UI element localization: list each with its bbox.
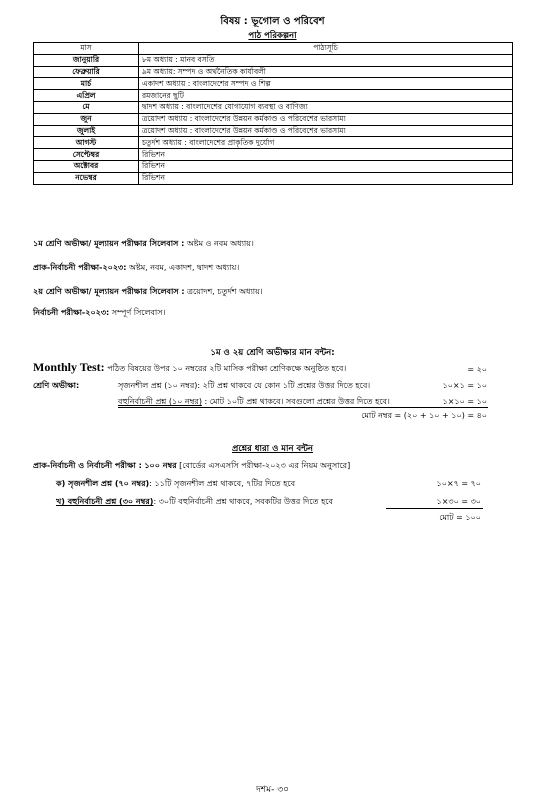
syllabus-line xyxy=(33,286,263,299)
table-header-row xyxy=(34,43,513,55)
total-marks: মোট নম্বর = (২০ + ১০ + ১০) = ৪০ xyxy=(361,411,487,420)
class-test-line xyxy=(33,380,79,393)
class-test-label: শ্রেণি অভীক্ষা: xyxy=(33,381,80,390)
syllabus-label: ২য় শ্রেণি অভীক্ষা/ মূল্যায়ন পরীক্ষার সিলেবাস : xyxy=(33,287,185,296)
column-header-month: মাস xyxy=(34,43,139,55)
grand-total: মোট = ১০০ xyxy=(439,513,481,522)
syllabus-line xyxy=(33,307,165,320)
content-cell: রিভিশন xyxy=(139,160,513,172)
table-row xyxy=(34,160,513,172)
content-cell: ত্রয়োদশ অধ্যায় : বাংলাদেশের উন্নয়ন কর্মকাণ্ড ও পরিবেশের ভারসাম্য xyxy=(139,113,513,125)
content-cell: রমজানের ছুটি xyxy=(139,90,513,102)
exam-line xyxy=(33,460,350,473)
table-row xyxy=(34,78,513,90)
table-row xyxy=(34,54,513,66)
content-cell: রিভিশন xyxy=(139,172,513,184)
month-cell: মার্চ xyxy=(34,78,139,90)
column-header-syllabus: পাঠ্যসূচি xyxy=(139,43,513,55)
mcq-30-text: : ৩০টি বহুনির্বাচনী প্রশ্ন থাকবে, সবকটির উত্তর দিতে হবে xyxy=(153,497,333,506)
divider-line xyxy=(118,407,488,408)
syllabus-text: সম্পূর্ণ সিলেবাস। xyxy=(109,308,166,317)
creative-question-text: ২টি প্রশ্ন থাকবে যে কোন ১টি প্রশ্নের উত্তর দিতে হবে। xyxy=(200,381,371,390)
content-cell: একাদশ অধ্যায় : বাংলাদেশের সম্পদ ও শিল্প xyxy=(139,78,513,90)
creative-70-text: : ১১টি সৃজনশীল প্রশ্ন থাকবে, ৭টির দিতে হবে xyxy=(149,479,296,488)
table-row xyxy=(34,101,513,113)
content-cell: ত্রয়োদশ অধ্যায় : বাংলাদেশের উন্নয়ন কর্মকাণ্ড ও পরিবেশের ভারসাম্য xyxy=(139,125,513,137)
month-cell: অক্টোবর xyxy=(34,160,139,172)
plan-subtitle: পাঠ পরিকল্পনা xyxy=(248,31,297,41)
mcq-text: : মোট ১০টি প্রশ্ন থাকবে। সবগুলো প্রশ্নের উত্তর দিতে হবে। xyxy=(201,397,390,406)
month-cell: জুলাই xyxy=(34,125,139,137)
syllabus-text: ত্রয়োদশ, চতুর্দশ অধ্যায়। xyxy=(184,287,263,296)
syllabus-label: নির্বাচনী পরীক্ষা-২০২৩: xyxy=(33,308,110,317)
creative-question-value: ১০×১ = ১০ xyxy=(442,381,487,390)
page-footer: দশম- ৩০ xyxy=(256,785,289,795)
subject-title: বিষয় : ভূগোল ও পরিবেশ xyxy=(220,16,325,27)
monthly-test-label: Monthly Test: xyxy=(33,360,105,374)
creative-70-line xyxy=(56,478,295,491)
table-row xyxy=(34,113,513,125)
table-row xyxy=(34,149,513,161)
month-cell: সেপ্টেম্বর xyxy=(34,149,139,161)
exam-label: প্রাক-নির্বাচনী ও নির্বাচনী পরীক্ষা : xyxy=(33,461,142,470)
month-cell: এপ্রিল xyxy=(34,90,139,102)
table-row xyxy=(34,66,513,78)
syllabus-line xyxy=(33,262,239,275)
content-cell: রিভিশন xyxy=(139,149,513,161)
mcq-value: ১×১০ = ১০ xyxy=(442,397,487,406)
month-cell: আগস্ট xyxy=(34,137,139,149)
mcq-30-line xyxy=(56,496,333,509)
syllabus-label: প্রাক-নির্বাচনী পরীক্ষা-২০২৩: xyxy=(33,263,127,272)
class-test-marks-heading: ১ম ও ২য় শ্রেণি অভীক্ষার মান বন্টন: xyxy=(210,348,335,358)
syllabus-text: অষ্টম, নবম, একাদশ, দ্বাদশ অধ্যায়। xyxy=(126,263,240,272)
monthly-test-text: পঠিত বিষয়ের উপর ১০ নম্বরের ২টি মাসিক পরীক্ষা শ্রেণিকক্ষে অনুষ্ঠিত হবে। xyxy=(107,364,347,373)
syllabus-text: অষ্টম ও নবম অধ্যায়। xyxy=(184,239,254,248)
divider-line xyxy=(386,508,483,509)
month-cell: নভেম্বর xyxy=(34,172,139,184)
syllabus-line xyxy=(33,238,254,251)
month-cell: জুন xyxy=(34,113,139,125)
content-cell: চতুর্দশ অধ্যায় : বাংলাদেশের প্রাকৃতিক দুর্যোগ xyxy=(139,137,513,149)
table-row xyxy=(34,125,513,137)
creative-question-label: সৃজনশীল প্রশ্ন (১০ নম্বর): xyxy=(118,381,201,390)
table-row xyxy=(34,137,513,149)
syllabus-label: ১ম শ্রেণি অভীক্ষা/ মূল্যায়ন পরীক্ষার সিলেবাস : xyxy=(33,239,185,248)
content-cell: ৮ম অধ্যায় : মানব বসতি xyxy=(139,54,513,66)
lesson-plan-table xyxy=(33,42,513,185)
exam-note: [বোর্ডের এসএসসি পরীক্ষা-২০২৩ এর নিয়ম অনুসারে] xyxy=(176,461,351,470)
exam-total-marks: ১০০ নম্বর xyxy=(144,461,177,470)
mcq-30-label: খ) বহুনির্বাচনী প্রশ্ন (৩০ নম্বর) xyxy=(56,497,154,506)
month-cell: মে xyxy=(34,101,139,113)
table-row xyxy=(34,90,513,102)
content-cell: ৯ম অধ্যায়: সম্পদ ও অর্থনৈতিক কার্যাবলী xyxy=(139,66,513,78)
question-pattern-heading: প্রশ্নের ধারা ও মান বন্টন xyxy=(232,444,313,454)
month-cell: জানুয়ারি xyxy=(34,54,139,66)
creative-70-label: ক) সৃজনশীল প্রশ্ন (৭০ নম্বর) xyxy=(56,479,150,488)
month-cell: ফেব্রুয়ারি xyxy=(34,66,139,78)
creative-70-value: ১০×৭ = ৭০ xyxy=(436,479,481,488)
mcq-30-value: ১×৩০ = ৩০ xyxy=(436,497,481,506)
mcq-label: বহুনির্বাচনী প্রশ্ন (১০ নম্বর) xyxy=(118,397,202,406)
content-cell: দ্বাদশ অধ্যায় : বাংলাদেশের যোগাযোগ ব্যবস্থা ও বাণিজ্য xyxy=(139,101,513,113)
table-row xyxy=(34,172,513,184)
monthly-test-value: = ২০ xyxy=(467,365,487,374)
creative-question-line xyxy=(118,380,370,393)
monthly-test-line xyxy=(33,360,346,376)
